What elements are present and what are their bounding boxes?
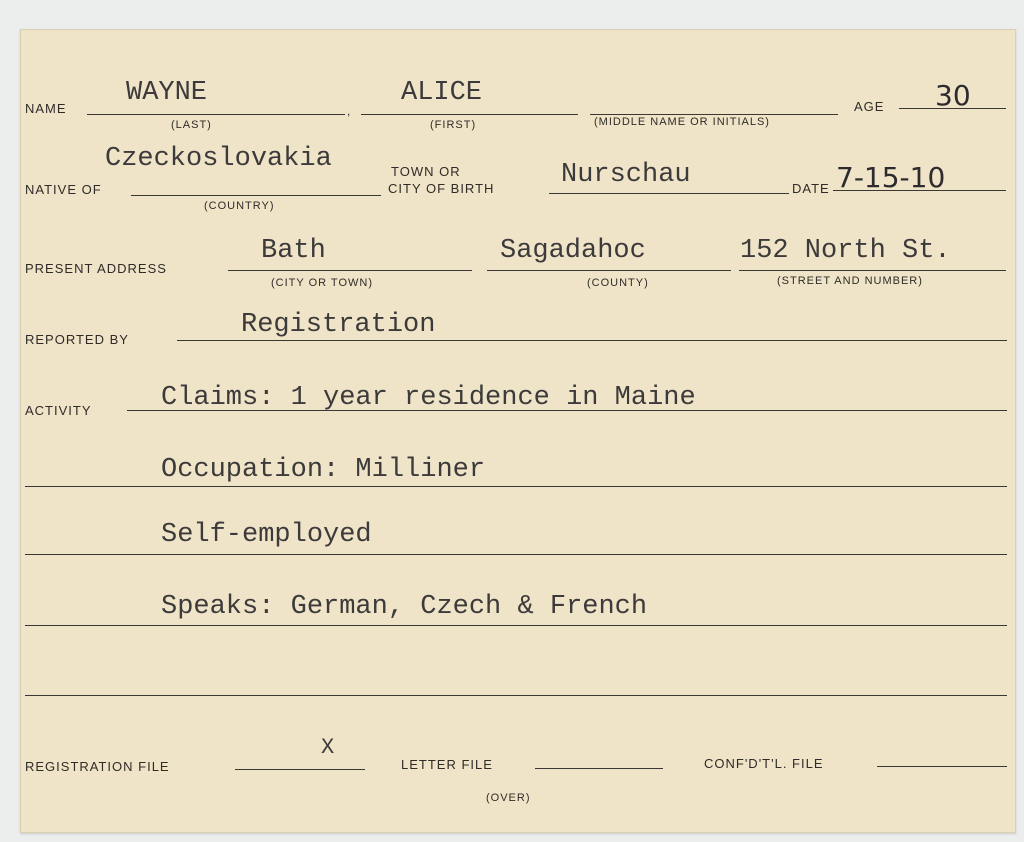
registration-card	[20, 29, 1016, 833]
activity-text-1: Claims: 1 year residence in Maine	[161, 383, 696, 413]
address-city-value: Bath	[261, 236, 326, 266]
first-caption: (FIRST)	[430, 119, 477, 131]
date-label: DATE	[792, 181, 830, 196]
activity-label: ACTIVITY	[25, 403, 92, 418]
registration-file-mark: X	[321, 735, 335, 760]
activity-text-3: Self-employed	[161, 520, 372, 550]
county-line	[487, 270, 731, 271]
present-address-label: PRESENT ADDRESS	[25, 261, 167, 276]
activity-text-2: Occupation: Milliner	[161, 455, 486, 485]
birth-town-value: Nurschau	[561, 160, 691, 190]
native-country-value: Czeckoslovakia	[105, 144, 332, 174]
street-line	[739, 270, 1006, 271]
county-caption: (COUNTY)	[587, 277, 649, 289]
activity-line-5	[25, 695, 1007, 696]
letter-file-line	[535, 768, 663, 769]
reported-by-value: Registration	[241, 310, 436, 340]
name-label: NAME	[25, 101, 67, 116]
activity-line-3	[25, 554, 1007, 555]
city-caption: (CITY OR TOWN)	[271, 277, 373, 289]
city-line	[228, 270, 472, 271]
middle-caption: (MIDDLE NAME OR INITIALS)	[594, 116, 770, 128]
street-caption: (STREET AND NUMBER)	[777, 275, 923, 287]
comma-separator: ,	[347, 104, 351, 118]
birth-town-line	[549, 193, 789, 194]
activity-line-4	[25, 625, 1007, 626]
activity-text-4: Speaks: German, Czech & French	[161, 592, 648, 622]
letter-file-label: LETTER FILE	[401, 757, 493, 772]
confidential-file-line	[877, 766, 1007, 767]
birth-date-value: 7-15-10	[836, 161, 946, 194]
last-name-line	[87, 114, 345, 115]
age-label: AGE	[854, 99, 885, 114]
middle-name-line	[590, 114, 838, 115]
over-note: (OVER)	[486, 792, 531, 804]
reported-by-label: REPORTED BY	[25, 332, 129, 347]
confidential-file-label: CONF'D'T'L. FILE	[704, 756, 824, 771]
address-county-value: Sagadahoc	[500, 236, 646, 266]
activity-line-2	[25, 486, 1007, 487]
country-caption: (COUNTRY)	[204, 200, 275, 212]
age-value: 30	[935, 79, 971, 112]
first-name-value: ALICE	[401, 78, 483, 108]
last-caption: (LAST)	[171, 119, 212, 131]
reported-by-line	[177, 340, 1007, 341]
last-name-value: WAYNE	[126, 78, 208, 108]
registration-file-line	[235, 769, 365, 770]
registration-file-label: REGISTRATION FILE	[25, 759, 170, 774]
address-street-value: 152 North St.	[740, 236, 951, 266]
native-of-line	[131, 195, 381, 196]
first-name-line	[361, 114, 578, 115]
city-of-birth-label: CITY OF BIRTH	[388, 181, 495, 196]
native-of-label: NATIVE OF	[25, 182, 102, 197]
town-or-label: TOWN OR	[391, 164, 461, 179]
